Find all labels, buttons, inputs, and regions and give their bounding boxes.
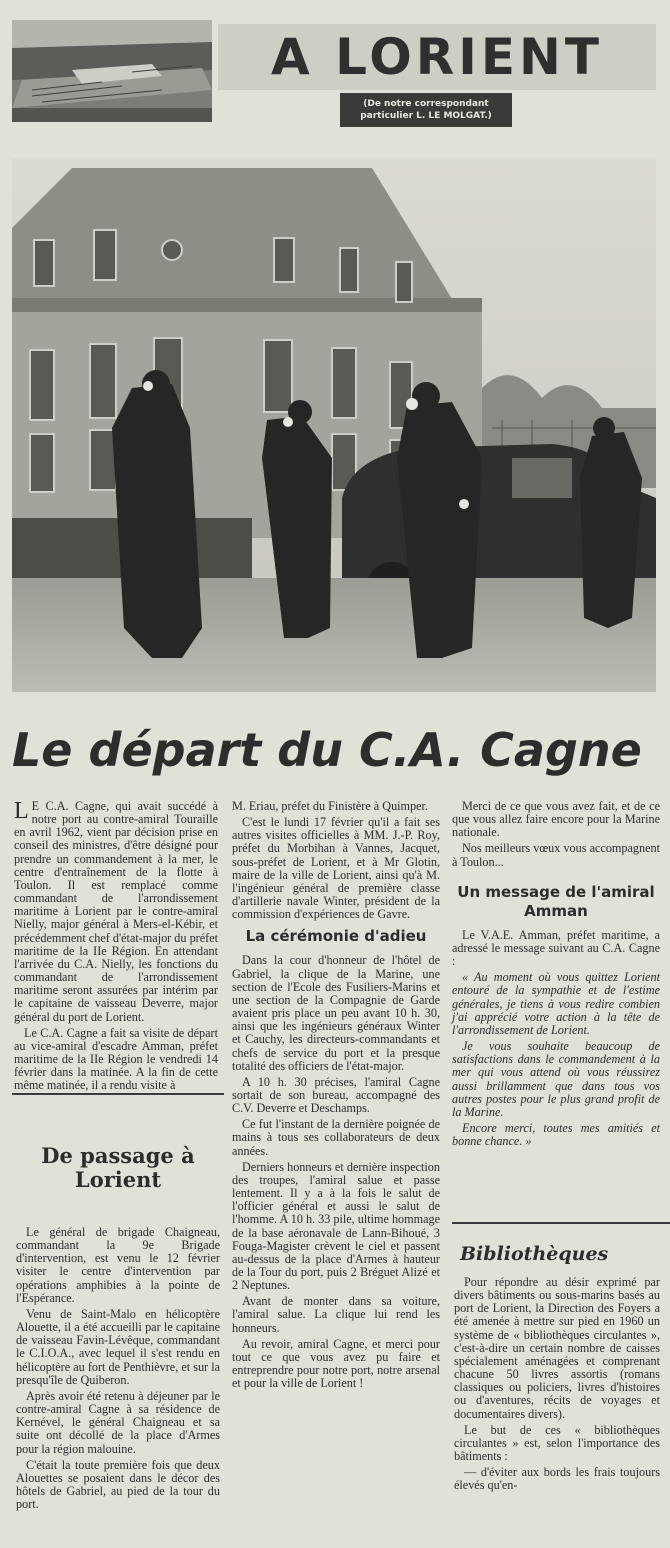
quote-paragraph: Encore merci, toutes mes amitiés et bonne chance. » xyxy=(452,1120,660,1149)
ceremony-illustration xyxy=(12,158,656,692)
paragraph: Merci de ce que vous avez fait, et de ce que vous allez faire encore pour la Marine nationale. xyxy=(452,799,660,840)
paragraph: C'était la toute première fois que deux Alouettes se posaient dans le décor des hôtels de Gabriel, au pied de la tour du port. xyxy=(16,1457,220,1512)
paragraph: E C.A. Cagne, qui avait succédé à notre port au contre-amiral Touraille en avril 1962, vient par décision prise en conseil des ministres, d'être désigné pour prendre un commandement à la mer, le centre d'entraînement de la flotte à Toulon. Il est remplacé comme commandant de l'arrondissement maritime à Lorient par le contre-amiral Nielly, major général à Mers-el-Kébir, et précédemment chef d'état-major du préfet maritime de la IIe Région. En attendant l'arrivée du C.A. Nielly, les fonctions du commandant de l'arrondissement maritime seront assurées par intérim par le capitaine de vaisseau Deverre, major général du port de Lorient. xyxy=(14,799,218,1024)
article-column-3 xyxy=(452,800,660,1151)
paragraph: Venu de Saint-Malo en hélicoptère Alouette, il a été accueilli par le capitaine de vaisseau Favin-Lévêque, commandant le C.I.O.A., avec lequel il s'est rendu en hélicoptère au fort de Penthièvre, et sur la presqu'île de Quiberon. xyxy=(16,1306,220,1387)
subheading-ceremony: La cérémonie d'adieu xyxy=(245,927,427,946)
page-title: A LORIENT xyxy=(271,28,603,86)
byline: (De notre correspondant particulier L. LE MOLGAT.) xyxy=(340,93,512,127)
paragraph: Au revoir, amiral Cagne, et merci pour tout ce que vous avez pu faire et entreprendre pour notre port, notre arsenal et pour la ville de Lorient ! xyxy=(232,1336,440,1391)
article-column-2 xyxy=(232,800,440,1393)
paragraph: — d'éviter aux bords les frais toujours élevés qu'en- xyxy=(454,1465,660,1493)
ceremony-photo xyxy=(12,158,656,692)
bibliotheques-text xyxy=(454,1276,660,1496)
paragraph: Le but de ces « bibliothèques circulantes » est, selon l'importance des bâtiments : xyxy=(454,1422,660,1464)
paragraph: Avant de monter dans sa voiture, l'amiral salue. La clique lui rend les honneurs. xyxy=(232,1294,440,1335)
paragraph: M. Eriau, préfet du Finistère à Quimper. xyxy=(232,799,428,813)
paragraph: Pour répondre au désir exprimé par divers bâtiments ou sous-marins basés au port de Lorient, la Direction des Foyers a été amenée à mettre sur pied en 1960 un système de « bibliothèques circulantes », c'est-à-dire un certain nombre de caisses spécialement aménagées et comprenant chacune 50 livres assortis (romans classiques ou policiers, livres d'histoires ou d'aventures, récits de voyages et documentaires divers). xyxy=(454,1275,660,1421)
paragraph: Derniers honneurs et dernière inspection des troupes, l'amiral salue et passe lentement. Il y a à la fois le salut de l'officier général et aussi le salut de l'homme. A 10 h. 33 pile, ultime hommage de la base aéronavale de Lann-Bihoué, 3 Fouga-Magister crèvent le ciel et passent au-dessus de la place d'Armes à hauteur de la Tour du port, puis 2 Bréguet Alizé et 2 Neptunes. xyxy=(232,1159,441,1293)
quote-paragraph: « Au moment où vous quittez Lorient entouré de la sympathie et de l'estime générales, je tiens à vous redire combien j'ai apprécié votre action à la tête de l'arrondissement de Lorient. xyxy=(452,970,660,1037)
paragraph: Le C.A. Cagne a fait sa visite de départ au vice-amiral d'escadre Amman, préfet maritime de la IIe Région le vendredi 14 février dans la matinée. A la fin de cette même matinée, il a rendu visite à xyxy=(14,1025,218,1093)
paragraph: C'est le lundi 17 février qu'il a fait ses autres visites officielles à MM. J.-P. Roy, préfet du Morbihan à Vannes, Jacquet, sous-préfet de Lorient, et à Mr Glotin, maire de la ville de Lorient, ainsi qu'à M. l'ingénieur général de première classe d'artillerie navale Winter, président de la commission d'expériences de Gavre. xyxy=(232,815,440,922)
subheading-message: Un message de l'amiral Amman xyxy=(457,882,655,920)
quote-paragraph: Je vous souhaite beaucoup de satisfactions dans le commandement à la mer qui vous attend où vous réussirez aussi brillamment que dans tous vos autres postes pour le plus grand profit de la Marine. xyxy=(452,1039,660,1119)
harbor-aerial-photo xyxy=(12,20,212,122)
paragraph: Ce fut l'instant de la dernière poignée de mains à tous ses collaborateurs de deux années. xyxy=(232,1117,440,1158)
paragraph: A 10 h. 30 précises, l'amiral Cagne sortait de son bureau, accompagné des C.V. Deverre et Deschamps. xyxy=(232,1074,440,1116)
paragraph: Nos meilleurs vœux vous accompagnent à Toulon... xyxy=(452,841,660,869)
sidebar-box-title: De passage à Lorient xyxy=(41,1143,195,1192)
section-divider xyxy=(452,1222,670,1224)
sidebar-box-text xyxy=(16,1226,220,1514)
paragraph: Dans la cour d'honneur de l'hôtel de Gabriel, la clique de la Marine, une section de l'Ecole des Fusiliers-Marins et une section de la Compagnie de Garde avaient pris place un peu avant 10 h. 30, ainsi que les ingénieurs généraux Winter et Cauchy, les directeurs-commandants et chefs de service du port et la presque totalité des officiers de l'état-major. xyxy=(232,953,440,1073)
paragraph: Le général de brigade Chaigneau, commandant la 9e Brigade d'intervention, est venu le 12 février visiter le centre d'intervention par opérations amphibies à la pointe de l'Espérance. xyxy=(16,1225,220,1305)
harbor-aerial-illustration xyxy=(12,20,212,122)
article-column-1 xyxy=(14,800,218,1095)
paragraph: Après avoir été retenu à déjeuner par le contre-amiral Cagne à sa résidence de Kernével, le général Chaigneau et sa suite ont décollé de la place d'Armes pour la région malouine. xyxy=(16,1388,220,1456)
bibliotheques-title: Bibliothèques xyxy=(460,1243,609,1265)
article-headline: Le départ du C.A. Cagne xyxy=(12,723,642,777)
drop-cap: L xyxy=(14,798,29,824)
paragraph: Le V.A.E. Amman, préfet maritime, a adressé le message suivant au C.A. Cagne : xyxy=(452,927,660,969)
